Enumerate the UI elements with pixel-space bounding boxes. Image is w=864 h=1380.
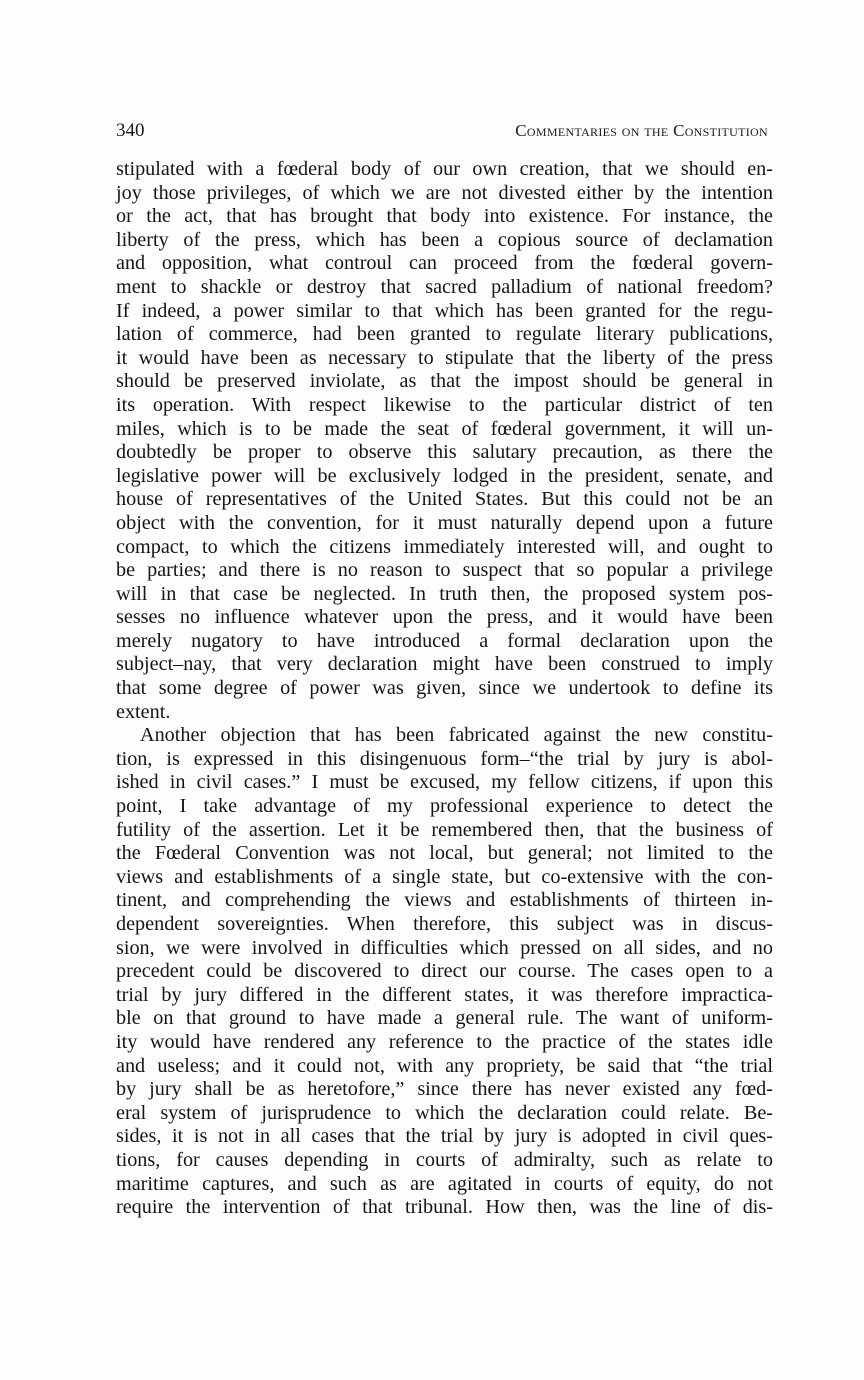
text-line: eral system of jurisprudence to which the declaration could relate. Be- <box>116 1101 773 1124</box>
text-line: be parties; and there is no reason to suspect that so popular a privilege <box>116 559 773 582</box>
text-line: stipulated with a fœderal body of our own creation, that we should en- <box>116 158 773 180</box>
text-line: point, I take advantage of my professional experience to detect the <box>116 795 773 818</box>
text-line: If indeed, a power similar to that which has been granted for the regu- <box>116 299 773 322</box>
paragraph-end-line: extent. <box>116 700 171 723</box>
text-line: sides, it is not in all cases that the trial by jury is adopted in civil ques- <box>116 1125 773 1148</box>
page-number: 340 <box>116 120 145 141</box>
text-line: sion, we were involved in difficulties which pressed on all sides, and no <box>116 936 773 959</box>
text-line: that some degree of power was given, since we undertook to define its <box>116 677 773 700</box>
body-text <box>116 158 773 1220</box>
text-line: trial by jury differed in the different states, it was therefore impractica- <box>116 983 773 1006</box>
paragraph-first-line: Another objection that has been fabricated against the new constitu- <box>140 724 773 747</box>
text-line: maritime captures, and such as are agitated in courts of equity, do not <box>116 1172 773 1195</box>
text-line: views and establishments of a single state, but co-extensive with the con- <box>116 865 773 888</box>
page-header <box>116 118 768 144</box>
text-line: miles, which is to be made the seat of fœderal government, it will un- <box>116 417 773 440</box>
text-line: liberty of the press, which has been a copious source of declamation <box>116 228 773 251</box>
text-line: ble on that ground to have made a general rule. The want of uniform- <box>116 1007 773 1030</box>
text-line: futility of the assertion. Let it be remembered then, that the business of <box>116 818 773 841</box>
text-line: ity would have rendered any reference to the practice of the states idle <box>116 1030 773 1053</box>
text-line: tions, for causes depending in courts of admiralty, such as relate to <box>116 1148 773 1171</box>
text-line: ment to shackle or destroy that sacred palladium of national freedom? <box>116 275 773 298</box>
text-line: doubtedly be proper to observe this salutary precaution, as there the <box>116 441 773 464</box>
text-line: and opposition, what controul can proceed from the fœderal govern- <box>116 252 773 275</box>
text-line: tinent, and comprehending the views and establishments of thirteen in- <box>116 889 773 912</box>
running-head: Commentaries on the Constitution <box>515 121 768 140</box>
text-line: require the intervention of that tribunal. How then, was the line of dis- <box>116 1196 773 1219</box>
text-line: it would have been as necessary to stipulate that the liberty of the press <box>116 346 773 369</box>
text-line: object with the convention, for it must naturally depend upon a future <box>116 511 773 534</box>
text-line: or the act, that has brought that body into existence. For instance, the <box>116 205 773 228</box>
text-line: compact, to which the citizens immediately interested will, and ought to <box>116 535 773 558</box>
text-line: by jury shall be as heretofore,” since there has never existed any fœd- <box>116 1078 773 1101</box>
text-line: precedent could be discovered to direct our course. The cases open to a <box>116 960 773 983</box>
text-line: lation of commerce, had been granted to regulate literary publications, <box>116 323 773 346</box>
text-line: dependent sovereignties. When therefore, this subject was in discus- <box>116 913 773 935</box>
text-line: joy those privileges, of which we are not divested either by the intention <box>116 181 773 204</box>
text-line: house of representatives of the United States. But this could not be an <box>116 488 773 511</box>
text-line: its operation. With respect likewise to the particular district of ten <box>116 393 773 416</box>
text-line: and useless; and it could not, with any propriety, be said that “the trial <box>116 1054 773 1077</box>
text-line: sesses no influence whatever upon the press, and it would have been <box>116 606 773 629</box>
text-line: legislative power will be exclusively lodged in the president, senate, and <box>116 464 773 487</box>
text-line: should be preserved inviolate, as that the impost should be general in <box>116 370 773 393</box>
text-line: the Fœderal Convention was not local, but general; not limited to the <box>116 842 773 865</box>
text-line: subject–nay, that very declaration might have been construed to imply <box>116 653 773 676</box>
text-line: tion, is expressed in this disingenuous form–“the trial by jury is abol- <box>116 747 773 770</box>
text-line: merely nugatory to have introduced a formal declaration upon the <box>116 629 773 652</box>
text-line: ished in civil cases.” I must be excused, my fellow citizens, if upon this <box>116 771 773 794</box>
text-line: will in that case be neglected. In truth then, the proposed system pos- <box>116 582 773 605</box>
